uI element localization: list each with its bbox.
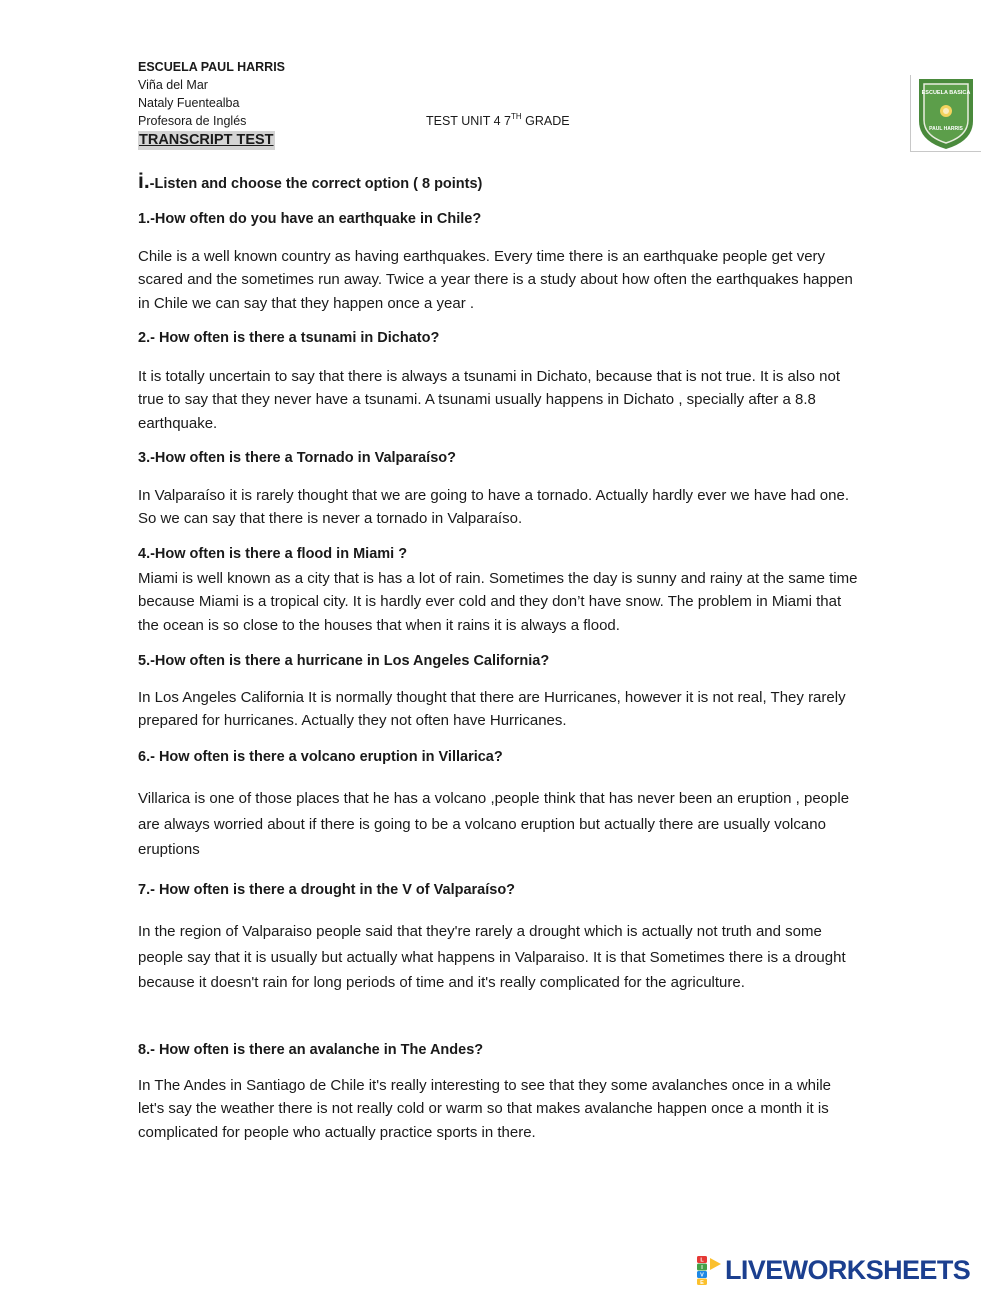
test-label-main: TEST UNIT 4 7 [426,114,511,128]
answer-4: Miami is well known as a city that is has a lot of rain. Sometimes the day is sunny and rainy at the same time because Miami is a tropical city. It is hardly ever cold and they don’t have snow. The problem in Miami that the ocean is so close to the houses that when it rains it is always a flood. [138,570,858,634]
answer-3: In Valparaíso it is rarely thought that we are going to have a tornado. Actually hardly ever we have had one. So we can say that there is never a tornado in Valparaíso. [138,487,849,528]
answer-1: Chile is a well known country as having earthquakes. Every time there is an earthquake people get very scared and the sometimes run away. Twice a year there is a study about how often the earthquakes happen in Chile we can say that they happen once a year . [138,248,853,312]
city: Viña del Mar [138,78,208,92]
teacher-name: Nataly Fuentealba [138,96,240,110]
answer-5: In Los Angeles California It is normally thought that there are Hurricanes, however it is not real, They rarely prepared for hurricanes. Actually they not often have Hurricanes. [138,689,846,730]
question-2: 2.- How often is there a tsunami in Dichato? [138,330,440,346]
logo-letter-v: V [700,1272,704,1279]
question-7: 7.- How often is there a drought in the V of Valparaíso? [138,882,516,898]
section-title-text: -Listen and choose the correct option ( 8 points) [149,176,483,192]
logo-letter-l: L [700,1257,704,1264]
school-name: ESCUELA PAUL HARRIS [138,60,286,74]
test-label-end: GRADE [521,114,570,128]
test-label-sup: TH [510,111,522,121]
question-8: 8.- How often is there an avalanche in The Andes? [138,1042,484,1058]
section-title [138,170,482,194]
logo-letter-i: I [701,1265,703,1272]
question-6: 6.- How often is there a volcano eruption in Villarica? [138,749,503,765]
logo-letter-e: E [700,1280,704,1285]
question-5: 5.-How often is there a hurricane in Los Angeles California? [138,653,550,669]
teacher-role: Profesora de Inglés [138,114,247,128]
question-4: 4.-How often is there a flood in Miami ? [138,546,408,562]
question-3: 3.-How often is there a Tornado in Valparaíso? [138,450,456,466]
answer-6: Villarica is one of those places that he has a volcano ,people think that has never been an eruption , people are always worried about if there is going to be a volcano eruption but actually there are usually volcano eruptions [138,790,850,858]
liveworksheets-brand: LIVEWORKSHEETS [725,1255,971,1285]
section-numeral: i. [138,170,150,193]
answer-7: In the region of Valparaiso people said that they're rarely a drought which is actually not truth and some people say that it is usually but actually what happens in Valparaiso. It is that Sometimes there is a drought because it doesn't rain for long periods of time and it's really complicated for the agriculture. [138,923,846,991]
answer-8: In The Andes in Santiago de Chile it's really interesting to see that they some avalanches once in a while let's say the weather there is not really cold or warm so that makes avalanche happen once a month it is complicated for people who actually practice sports in there. [138,1077,832,1141]
transcript-title: TRANSCRIPT TEST [139,132,274,148]
logo-text-bottom: PAUL HARRIS [929,126,963,132]
school-crest-icon [911,75,981,151]
school-logo [910,75,981,152]
test-label [426,113,570,129]
answer-2: It is totally uncertain to say that there is always a tsunami in Dichato, because that is not true. It is also not true to say that they never have a tsunami. A tsunami usually happens in Dichato , specially after a 8.8 earthquake. [138,368,841,432]
question-1: 1.-How often do you have an earthquake in Chile? [138,211,482,227]
logo-text-top: ESCUELA BASICA [921,90,971,96]
